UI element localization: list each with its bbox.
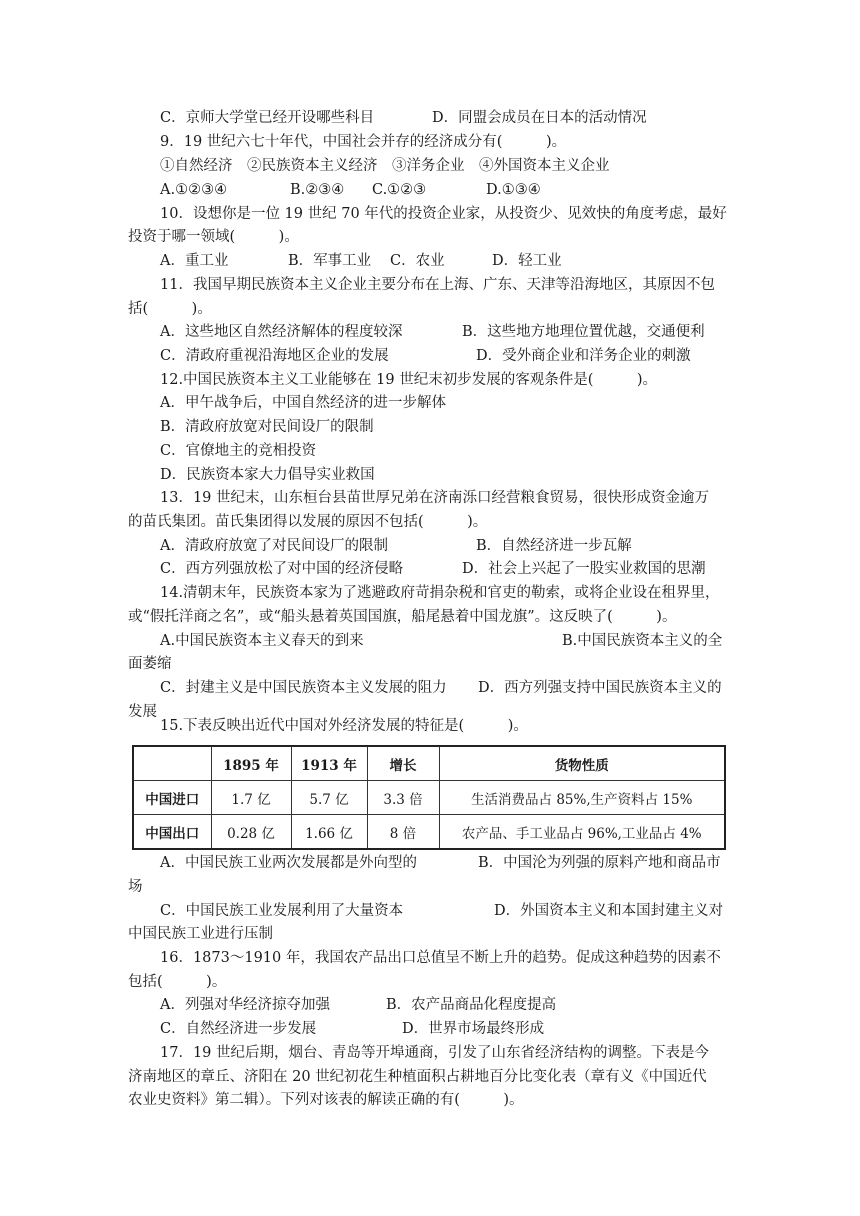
text-line-segment: A．中国民族工业两次发展都是外向型的 [160,855,417,871]
text-line-segment: 11．我国早期民族资本主义企业主要分布在上海、广东、天津等沿海地区，其原因不包 [160,277,715,293]
text-line-segment: B.中国民族资本主义的全 [562,633,723,649]
text-line-segment: C．农业 [390,253,445,269]
trade-table [132,745,726,850]
table-row [133,781,725,815]
text-line-segment: 发展 [128,704,157,720]
text-line-segment: 面萎缩 [128,656,172,672]
text-line-segment: B．自然经济进一步瓦解 [476,538,632,554]
text-line-segment: B．中国沦为列强的原料产地和商品市 [478,855,721,871]
table-cell: 3.3 倍 [367,781,439,815]
table-cell: 中国进口 [133,781,211,815]
table-cell: 生活消费品占 85%,生产资料占 15% [439,781,725,815]
text-line-segment: C．中国民族工业发展利用了大量资本 [160,903,404,919]
table-header-cell: 1895 年 [211,746,291,781]
table-cell: 5.7 亿 [291,781,367,815]
text-line-segment: 13．19 世纪末，山东桓台县苗世厚兄弟在济南泺口经营粮食贸易，很快形成资金逾万 [160,490,710,506]
text-line-segment: ①自然经济 ②民族资本主义经济 ③洋务企业 ④外国资本主义企业 [160,158,610,174]
table-cell: 1.66 亿 [291,815,367,850]
text-line-segment: D.①③④ [486,182,541,198]
text-line-segment: 10．设想你是一位 19 世纪 70 年代的投资企业家，从投资少、见效快的角度考虑，最好 [160,206,727,222]
table-cell: 1.7 亿 [211,781,291,815]
text-line-segment: 济南地区的章丘、济阳在 20 世纪初花生种植面积占耕地百分比变化表（章有义《中国近代 [128,1069,707,1085]
text-line-segment: C．自然经济进一步发展 [160,1021,317,1037]
table-header-cell: 增长 [367,746,439,781]
text-line-segment: A．这些地区自然经济解体的程度较深 [160,324,403,340]
text-line-segment: 9．19 世纪六七十年代，中国社会并存的经济成分有( )。 [160,134,567,150]
table-header-cell [133,746,211,781]
table-cell: 农产品、手工业品占 96%,工业品占 4% [439,815,725,850]
text-line-segment: D．受外商企业和洋务企业的刺激 [476,348,691,364]
text-line-segment: A．重工业 [160,253,229,269]
text-line-segment: D．世界市场最终形成 [402,1021,545,1037]
text-line-segment: C.①②③ [372,182,427,198]
table-header-cell: 1913 年 [291,746,367,781]
text-line-segment: B.②③④ [290,182,345,198]
text-line-segment: 投资于哪一领域( )。 [128,229,299,245]
table-cell: 0.28 亿 [211,815,291,850]
table-cell: 中国出口 [133,815,211,850]
text-line-segment: D．民族资本家大力倡导实业救国 [160,467,375,483]
text-line-segment: D．外国资本主义和本国封建主义对 [494,903,724,919]
text-line-segment: 包括( )。 [128,974,227,990]
text-line-segment: C．京师大学堂已经开设哪些科目 [160,110,375,126]
text-line-segment: D．轻工业 [492,253,562,269]
text-line-segment: A.中国民族资本主义春天的到来 [160,633,364,649]
text-line-segment: 14.清朝末年，民族资本家为了逃避政府苛捐杂税和官吏的勒索，或将企业设在租界里， [160,585,720,601]
text-line-segment: A.①②③④ [160,182,228,198]
text-line-segment: 16．1873～1910 年，我国农产品出口总值呈不断上升的趋势。促成这种趋势的因素不 [160,950,721,966]
table-row [133,815,725,850]
table-header-cell: 货物性质 [439,746,725,781]
text-line-segment: D．同盟会成员在日本的活动情况 [432,110,647,126]
text-line-segment: A．列强对华经济掠夺加强 [160,997,330,1013]
text-line-segment: 15.下表反映出近代中国对外经济发展的特征是( )。 [160,718,528,734]
text-line-segment: C．西方列强放松了对中国的经济侵略 [160,561,404,577]
text-line-segment: 农业史资料》第二辑）。下列对该表的解读正确的有( )。 [128,1092,524,1108]
text-line-segment: 17．19 世纪后期，烟台、青岛等开埠通商，引发了山东省经济结构的调整。下表是今 [160,1045,710,1061]
text-line-segment: B．军事工业 [288,253,372,269]
text-line-segment: A．甲午战争后，中国自然经济的进一步解体 [160,395,446,411]
text-line-segment: C．清政府重视沿海地区企业的发展 [160,348,389,364]
text-line-segment: B．农产品商品化程度提高 [386,997,557,1013]
text-line-segment: 场 [128,879,143,895]
text-line-segment: C．封建主义是中国民族资本主义发展的阻力 [160,680,447,696]
text-line-segment: 括( )。 [128,301,212,317]
text-line-segment: D．西方列强支持中国民族资本主义的 [478,680,722,696]
text-line-segment: 12.中国民族资本主义工业能够在 19 世纪末初步发展的客观条件是( )。 [160,372,658,388]
text-line-segment: B．清政府放宽对民间设厂的限制 [160,419,374,435]
table-cell: 8 倍 [367,815,439,850]
text-line-segment: 的苗氏集团。苗氏集团得以发展的原因不包括( )。 [128,514,488,530]
text-line-segment: A．清政府放宽了对民间设厂的限制 [160,538,388,554]
table-header-row [133,746,725,781]
text-line-segment: B．这些地方地理位置优越，交通便利 [462,324,705,340]
text-line-segment: C．官僚地主的竞相投资 [160,443,317,459]
text-line-segment: D．社会上兴起了一股实业救国的思潮 [462,561,706,577]
text-line-segment: 或“假托洋商之名”，或“船头悬着英国国旗，船尾悬着中国龙旗”。这反映了( )。 [128,609,677,625]
text-line-segment: 中国民族工业进行压制 [128,926,273,942]
